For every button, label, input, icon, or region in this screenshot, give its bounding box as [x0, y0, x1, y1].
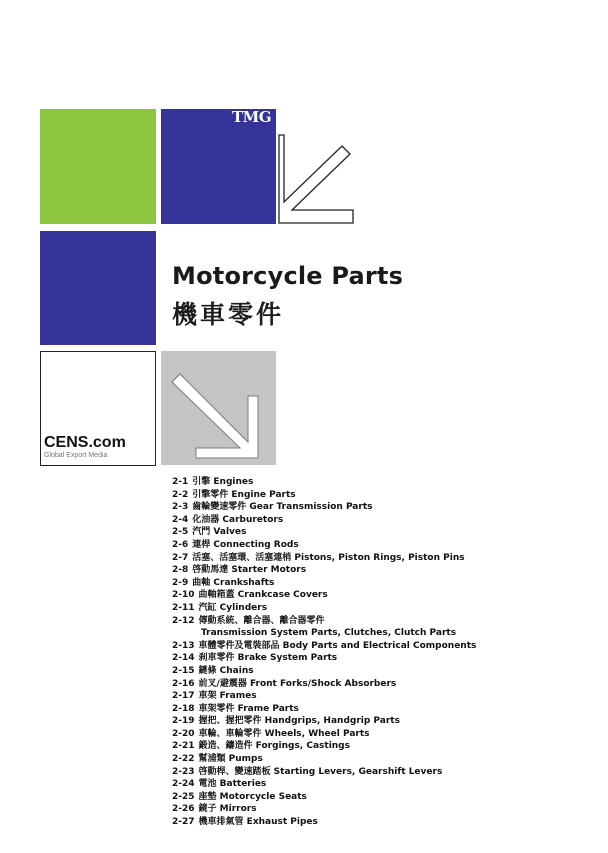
toc-item-label: Transmission System Parts, Clutches, Clutch Parts — [201, 628, 457, 639]
toc-item-number: 2-11 — [172, 602, 195, 613]
title-english: Motorcycle Parts — [172, 262, 404, 290]
toc-item-number: 2-16 — [172, 678, 195, 689]
toc-item-number: 2-18 — [172, 703, 195, 714]
toc-item-label: 曲軸箱蓋 Crankcase Covers — [198, 590, 328, 601]
toc-item-number: 2-13 — [172, 640, 195, 651]
toc-item — [172, 489, 592, 502]
toc-item — [172, 766, 592, 779]
toc-item-label: 刹車零件 Brake System Parts — [198, 653, 338, 664]
toc-item — [172, 476, 592, 489]
toc-item-label: 幫浦類 Pumps — [198, 754, 263, 765]
toc-item-number: 2-24 — [172, 779, 195, 790]
toc-item-label: 汽缸 Cylinders — [198, 602, 268, 613]
toc-item-label: 車架 Frames — [198, 691, 257, 702]
toc-item-number: 2-9 — [172, 577, 189, 588]
toc-item — [172, 539, 592, 552]
toc-item-number: 2-2 — [172, 489, 189, 500]
toc-item — [172, 690, 592, 703]
toc-item-number: 2-6 — [172, 539, 189, 550]
toc-item-label: 啓動桿、變速踏板 Starting Levers, Gearshift Levers — [198, 766, 443, 777]
toc-item-number: 2-25 — [172, 791, 195, 802]
toc-item — [172, 552, 592, 565]
blue-square-top — [161, 109, 276, 224]
toc-item-label: 車輪、車輪零件 Wheels, Wheel Parts — [198, 728, 370, 739]
toc-item-label: 前叉/避震器 Front Forks/Shock Absorbers — [198, 678, 397, 689]
toc-item-number: 2-14 — [172, 653, 195, 664]
publisher-name: CENS.com — [44, 434, 126, 451]
toc-item-number: 2-10 — [172, 590, 195, 601]
tmg-logo: TMG — [232, 108, 272, 126]
publisher-tagline: Global Export Media — [44, 452, 108, 459]
toc-item-number: 2-20 — [172, 728, 195, 739]
toc-item-label: 曲軸 Crankshafts — [192, 577, 275, 588]
toc-item-label: 活塞、活塞環、活塞連梢 Pistons, Piston Rings, Piston Pins — [192, 552, 465, 563]
toc-item-label: 啓動馬達 Starter Motors — [192, 565, 307, 576]
toc-item-number: 2-22 — [172, 754, 195, 765]
green-square — [40, 109, 156, 224]
toc-item-label: 車體零件及電裝部品 Body Parts and Electrical Components — [198, 640, 477, 651]
toc-item — [172, 526, 592, 539]
blue-square-middle — [40, 231, 156, 345]
toc-item — [172, 715, 592, 728]
toc-item-label: 握把、握把零件 Handgrips, Handgrip Parts — [198, 716, 400, 727]
toc-item-number: 2-3 — [172, 502, 189, 513]
toc-item — [172, 640, 592, 653]
toc-item-label: 連桿 Connecting Rods — [192, 539, 299, 550]
toc-item-number: 2-12 — [172, 615, 195, 626]
toc-item-label: 鏡子 Mirrors — [198, 804, 257, 815]
toc-item-number: 2-27 — [172, 817, 195, 828]
toc-item-label: 汽門 Valves — [192, 527, 247, 538]
toc-item-label: 機車排氣管 Exhaust Pipes — [198, 817, 318, 828]
title-chinese: 機車零件 — [172, 300, 285, 329]
toc-item-label: 鍛造、鑄造件 Forgings, Castings — [198, 741, 350, 752]
toc-item-number: 2-4 — [172, 514, 189, 525]
down-right-arrow-icon — [168, 372, 270, 462]
toc-item — [172, 816, 592, 829]
toc-item — [172, 615, 592, 628]
toc-item-number: 2-15 — [172, 665, 195, 676]
toc-item-label: 引擎 Engines — [192, 477, 254, 487]
toc-item-number: 2-26 — [172, 804, 195, 815]
toc-item-number: 2-8 — [172, 565, 189, 576]
toc-item — [172, 602, 592, 615]
toc-item-label: 鏈條 Chains — [198, 665, 254, 676]
toc-item — [172, 627, 592, 640]
toc-item-label: 電池 Batteries — [198, 779, 267, 790]
toc-item — [172, 703, 592, 716]
toc-item-label: 引擎零件 Engine Parts — [192, 489, 296, 500]
toc-item — [172, 803, 592, 816]
toc-item — [172, 514, 592, 527]
toc-item — [172, 665, 592, 678]
toc-item — [172, 778, 592, 791]
table-of-contents — [172, 476, 592, 829]
toc-item-number: 2-23 — [172, 766, 195, 777]
outline-arrow-icon — [276, 130, 356, 226]
toc-item-label: 傳動系統、離合器、離合器零件 — [198, 615, 325, 626]
toc-item-label: 化油器 Carburetors — [192, 514, 284, 525]
toc-item — [172, 678, 592, 691]
toc-item-number: 2-19 — [172, 716, 195, 727]
toc-item-number: 2-17 — [172, 691, 195, 702]
toc-item — [172, 564, 592, 577]
toc-item — [172, 652, 592, 665]
toc-item — [172, 577, 592, 590]
toc-item-label: 車架零件 Frame Parts — [198, 703, 299, 714]
toc-item — [172, 791, 592, 804]
toc-item-number: 2-7 — [172, 552, 189, 563]
toc-item — [172, 589, 592, 602]
toc-item-number: 2-21 — [172, 741, 195, 752]
toc-item — [172, 753, 592, 766]
toc-item-label: 座墊 Motorcycle Seats — [198, 791, 307, 802]
toc-item — [172, 728, 592, 741]
toc-item-label: 齒輪變速零件 Gear Transmission Parts — [192, 502, 373, 513]
toc-item — [172, 740, 592, 753]
toc-item-number: 2-1 — [172, 477, 189, 487]
toc-item — [172, 501, 592, 514]
toc-item-number: 2-5 — [172, 527, 189, 538]
